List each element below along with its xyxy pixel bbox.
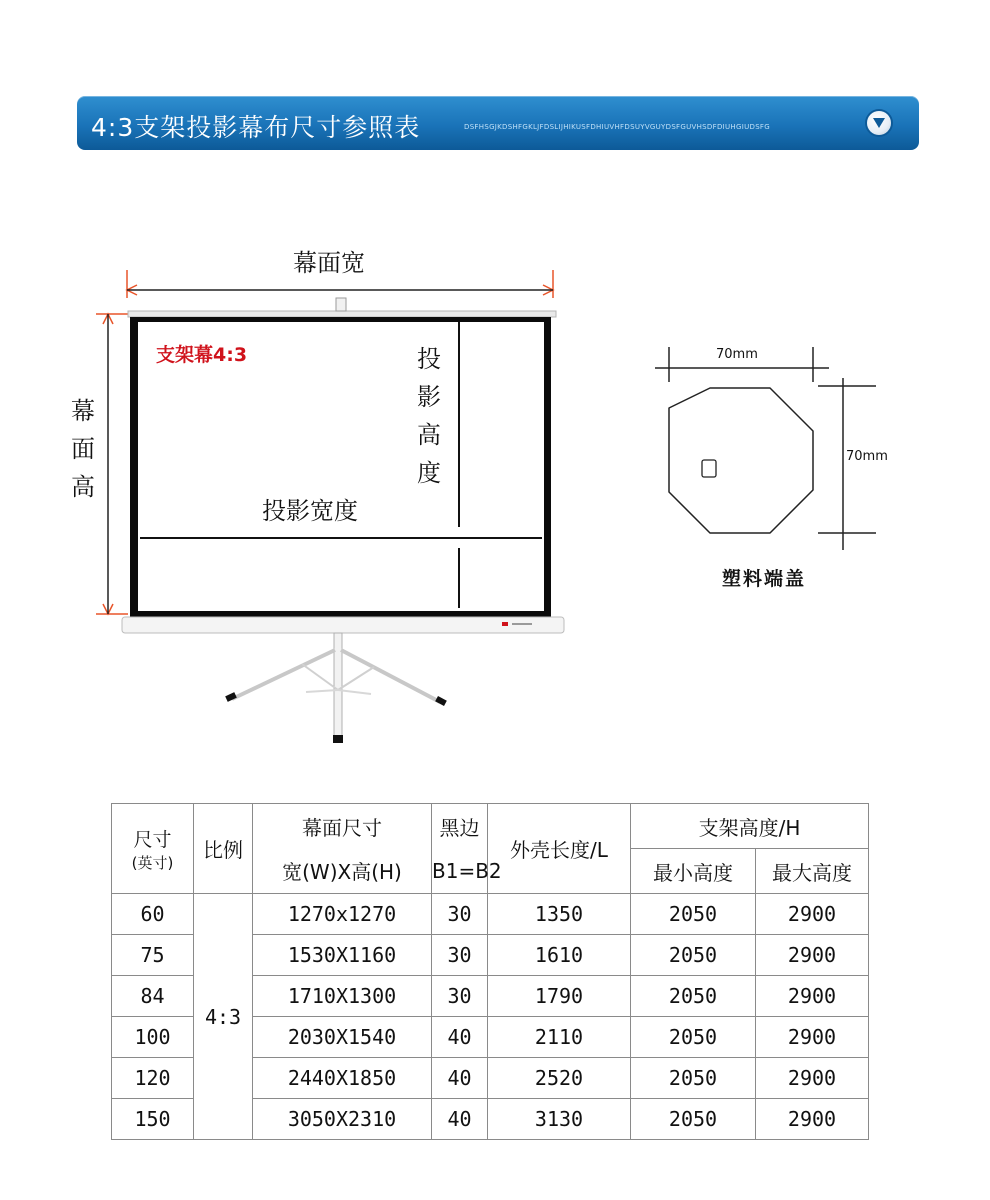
cell-size: 120	[112, 1058, 194, 1099]
brand-label: 支架幕4:3	[156, 344, 248, 366]
cell-case: 1610	[488, 935, 631, 976]
end-cap-height-label: 70mm	[846, 449, 888, 464]
cell-size: 75	[112, 935, 194, 976]
end-cap-name: 塑料端盖	[722, 568, 807, 590]
cell-size: 150	[112, 1099, 194, 1140]
projection-height-label: 投 影 高 度	[417, 345, 441, 487]
header-max-height: 最大高度	[756, 849, 869, 894]
cell-border: 40	[432, 1058, 488, 1099]
cell-max: 2900	[756, 1099, 869, 1140]
header-screen-size: 幕面尺寸	[253, 804, 432, 849]
cell-max: 2900	[756, 976, 869, 1017]
cell-case: 1790	[488, 976, 631, 1017]
cell-size: 60	[112, 894, 194, 935]
cell-dims: 3050X2310	[253, 1099, 432, 1140]
screen-hook	[336, 298, 346, 311]
tripod	[225, 633, 447, 743]
projection-width-label: 投影宽度	[262, 497, 358, 525]
header-size-unit: (英寸)	[131, 853, 174, 872]
cell-min: 2050	[631, 894, 756, 935]
cell-size: 84	[112, 976, 194, 1017]
cell-border: 30	[432, 935, 488, 976]
cell-case: 3130	[488, 1099, 631, 1140]
cell-max: 2900	[756, 935, 869, 976]
header-border-sub: B1=B2	[432, 849, 488, 894]
end-cap-outline	[669, 388, 813, 533]
cell-size: 100	[112, 1017, 194, 1058]
header-case-length: 外壳长度/L	[488, 804, 631, 894]
header-stand-height: 支架高度/H	[631, 804, 869, 849]
cell-case: 1350	[488, 894, 631, 935]
header-min-height: 最小高度	[631, 849, 756, 894]
header-ratio: 比例	[194, 804, 253, 894]
table-row	[112, 894, 869, 935]
table-header-row	[112, 804, 869, 849]
cell-max: 2900	[756, 1058, 869, 1099]
cell-min: 2050	[631, 1058, 756, 1099]
cell-border: 40	[432, 1099, 488, 1140]
cell-min: 2050	[631, 1099, 756, 1140]
cell-max: 2900	[756, 1017, 869, 1058]
height-dimension-arrow	[96, 314, 128, 614]
end-cap-hole	[702, 460, 716, 477]
cell-dims: 1710X1300	[253, 976, 432, 1017]
cell-dims: 1270x1270	[253, 894, 432, 935]
banner-title: 4:3支架投影幕布尺寸参照表	[91, 113, 421, 142]
cell-ratio: 4:3	[194, 894, 253, 1140]
screen-top-bar	[128, 311, 556, 317]
spec-table	[111, 803, 869, 1140]
cell-max: 2900	[756, 894, 869, 935]
cell-case: 2520	[488, 1058, 631, 1099]
cell-min: 2050	[631, 935, 756, 976]
header-screen-size-sub: 宽(W)X高(H)	[253, 849, 432, 894]
header-border: 黑边	[432, 804, 488, 849]
cell-border: 30	[432, 894, 488, 935]
end-cap-width-label: 70mm	[716, 347, 758, 362]
end-cap-drawing	[655, 347, 876, 550]
header-size: 尺寸 (英寸)	[112, 804, 194, 894]
banner-subtitle: DSFHSGJKDSHFGKLJFDSLIJHIKUSFDHIUVHFDSUYVGUYDSFGUVHSDFDIUHGIUDSFG	[464, 123, 770, 131]
cell-border: 40	[432, 1017, 488, 1058]
cell-dims: 1530X1160	[253, 935, 432, 976]
screen-height-label: 幕 面 高	[71, 397, 95, 501]
cell-min: 2050	[631, 1017, 756, 1058]
cell-case: 2110	[488, 1017, 631, 1058]
cell-dims: 2030X1540	[253, 1017, 432, 1058]
screen-case	[122, 617, 564, 633]
cell-min: 2050	[631, 976, 756, 1017]
cell-dims: 2440X1850	[253, 1058, 432, 1099]
screen-width-label: 幕面宽	[293, 249, 365, 277]
cell-border: 30	[432, 976, 488, 1017]
